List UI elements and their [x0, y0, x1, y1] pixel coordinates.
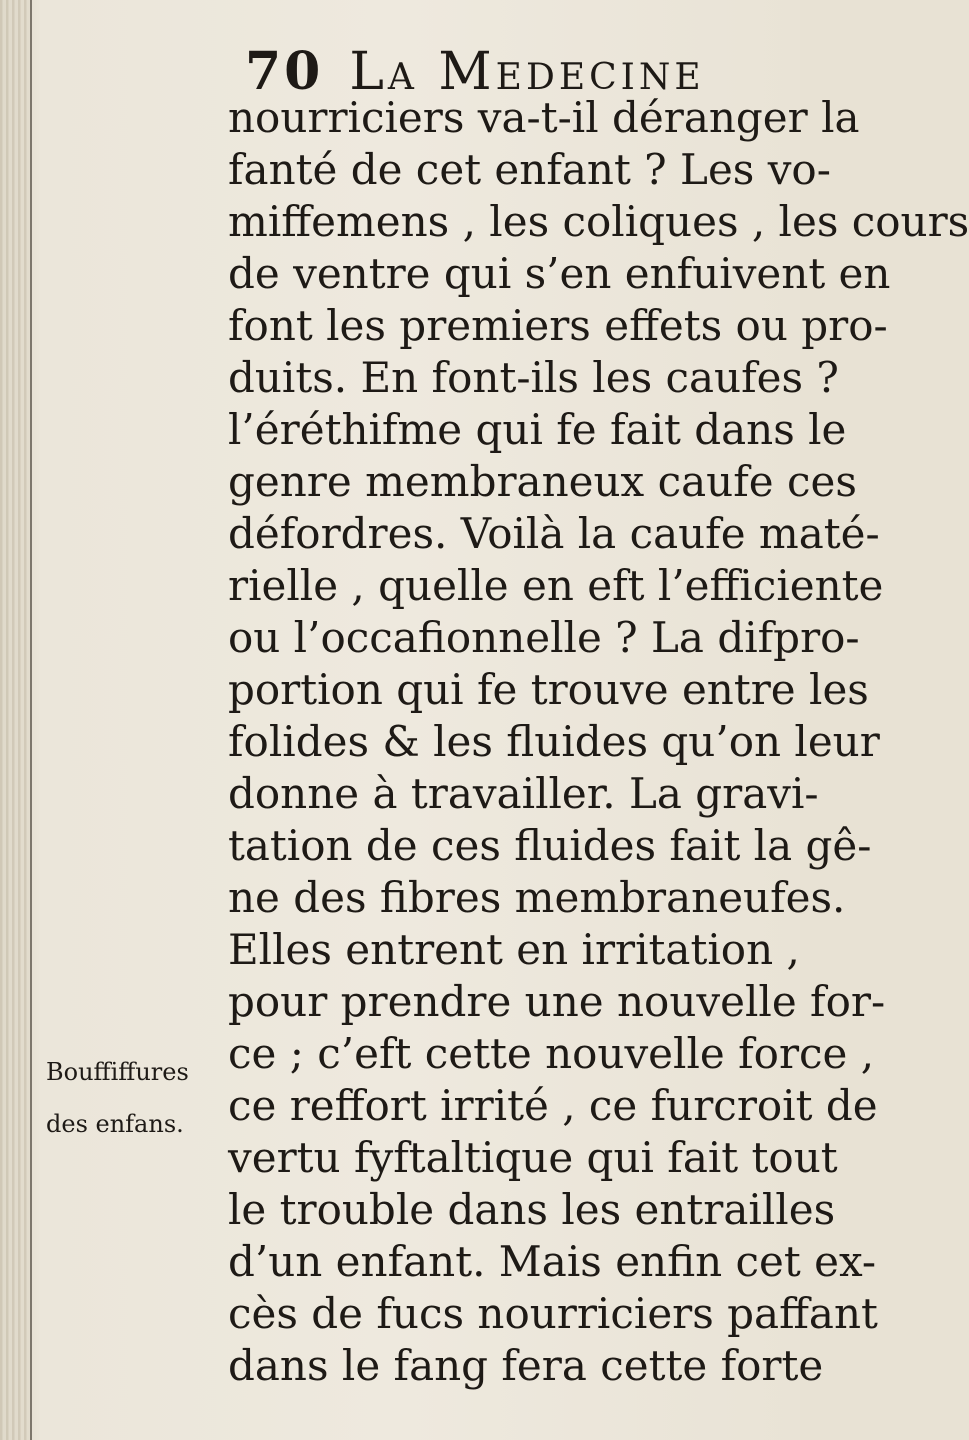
text-line: de ventre qui s’en enfuivent en	[228, 249, 891, 298]
text-line: Elles entrent en irritation ,	[228, 925, 800, 974]
text-line: fanté de cet enfant ? Les vo-	[228, 145, 831, 194]
text-line: tation de ces fluides fait la gê-	[228, 821, 872, 870]
margin-note-line-2: des enfans.	[46, 1110, 184, 1138]
page-number: 70	[245, 41, 324, 102]
text-line: font les premiers effets ou pro-	[228, 301, 888, 350]
text-line: ce ; c’eft cette nouvelle force ,	[228, 1029, 875, 1078]
binding-edge	[0, 0, 32, 1440]
text-line: cès de fucs nourriciers paffant	[228, 1289, 878, 1338]
text-line: ce reffort irrité , ce furcroit de	[228, 1081, 878, 1130]
text-line: rielle , quelle en eft l’efficiente	[228, 561, 884, 610]
text-line: le trouble dans les entrailles	[228, 1185, 836, 1234]
running-title: La Medecine	[349, 42, 705, 102]
body-text	[228, 92, 969, 1392]
text-line: dans le fang fera cette forte	[228, 1341, 824, 1390]
text-line: nourriciers va-t-il déranger la	[228, 93, 860, 142]
text-line: genre membraneux caufe ces	[228, 457, 857, 506]
text-line: duits. En font-ils les caufes ?	[228, 353, 839, 402]
text-line: donne à travailler. La gravi-	[228, 769, 819, 818]
text-line: l’éréthifme qui fe fait dans le	[228, 405, 847, 454]
text-line: pour prendre une nouvelle for-	[228, 977, 886, 1026]
margin-note-line-1: Bouffiffures	[46, 1058, 189, 1086]
text-line: d’un enfant. Mais enfin cet ex-	[228, 1237, 877, 1286]
text-line: miffemens , les coliques , les cours	[228, 197, 969, 246]
text-line: vertu fyftaltique qui fait tout	[228, 1133, 838, 1182]
text-line: portion qui fe trouve entre les	[228, 665, 869, 714]
text-line: défordres. Voilà la caufe maté-	[228, 509, 880, 558]
text-line: ou l’occafionnelle ? La difpro-	[228, 613, 860, 662]
text-line: folides & les fluides qu’on leur	[228, 717, 880, 766]
text-line: ne des fibres membraneufes.	[228, 873, 846, 922]
